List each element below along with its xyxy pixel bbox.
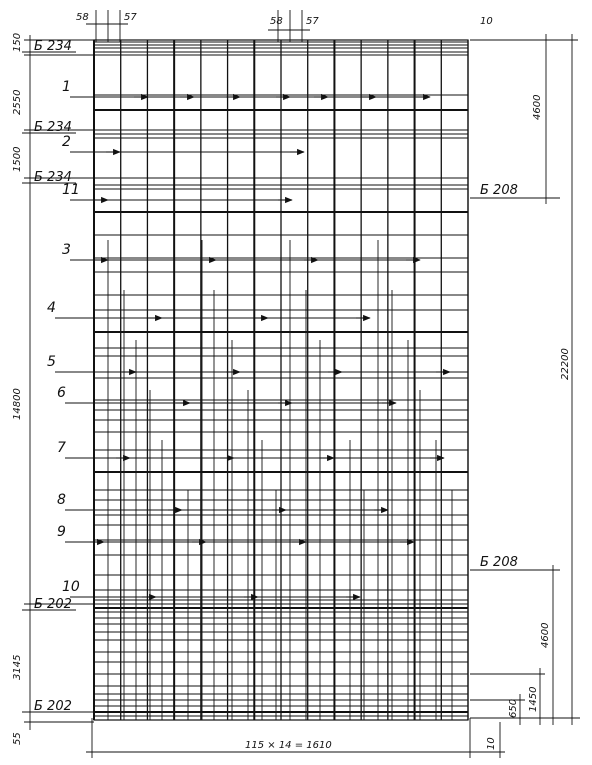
position-number: 9 bbox=[57, 524, 66, 540]
position-number: 11 bbox=[62, 182, 80, 198]
dim-1450: 1450 bbox=[528, 686, 539, 712]
beam-label-b208-top: Б 208 bbox=[480, 183, 518, 198]
dim-total-bottom: 115 × 14 = 1610 bbox=[245, 740, 332, 751]
dim-2550: 2550 bbox=[12, 89, 23, 115]
dim-150: 150 bbox=[12, 32, 23, 52]
dim-58-left: 58 bbox=[76, 12, 89, 23]
dimension-lines bbox=[22, 10, 580, 758]
position-numbers bbox=[47, 79, 80, 595]
position-number: 7 bbox=[57, 440, 66, 456]
bar-position-arrows bbox=[55, 97, 450, 597]
dim-14800: 14800 bbox=[12, 388, 23, 420]
position-number: 3 bbox=[62, 242, 71, 258]
beam-label-b234-top: Б 234 bbox=[34, 39, 72, 54]
dim-57-left: 57 bbox=[124, 12, 137, 23]
position-number: 1 bbox=[62, 79, 71, 95]
position-number: 8 bbox=[57, 492, 66, 508]
beam-label-b202-top: Б 202 bbox=[34, 597, 72, 612]
dim-10-bottom: 10 bbox=[486, 737, 497, 750]
dim-4600-bottom: 4600 bbox=[540, 622, 551, 648]
dim-22200: 22200 bbox=[560, 348, 571, 380]
dim-58-mid: 58 bbox=[270, 16, 283, 27]
dim-1500: 1500 bbox=[12, 146, 23, 172]
position-number: 2 bbox=[62, 134, 71, 150]
dim-10-top: 10 bbox=[480, 16, 493, 27]
position-number: 4 bbox=[47, 300, 56, 316]
dim-3145: 3145 bbox=[12, 654, 23, 680]
dim-55: 55 bbox=[12, 732, 23, 745]
beam-label-b234-mid: Б 234 bbox=[34, 120, 72, 135]
beam-label-b234-low: Б 234 bbox=[34, 170, 72, 185]
beam-label-b202-bottom: Б 202 bbox=[34, 699, 72, 714]
position-number: 6 bbox=[57, 385, 66, 401]
dim-4600-top: 4600 bbox=[532, 94, 543, 120]
dim-57-mid: 57 bbox=[306, 16, 319, 27]
dim-650: 650 bbox=[508, 698, 519, 718]
position-number: 10 bbox=[62, 579, 80, 595]
position-number: 5 bbox=[47, 354, 56, 370]
beam-label-b208-bottom: Б 208 bbox=[480, 555, 518, 570]
mesh-grid bbox=[94, 40, 468, 720]
